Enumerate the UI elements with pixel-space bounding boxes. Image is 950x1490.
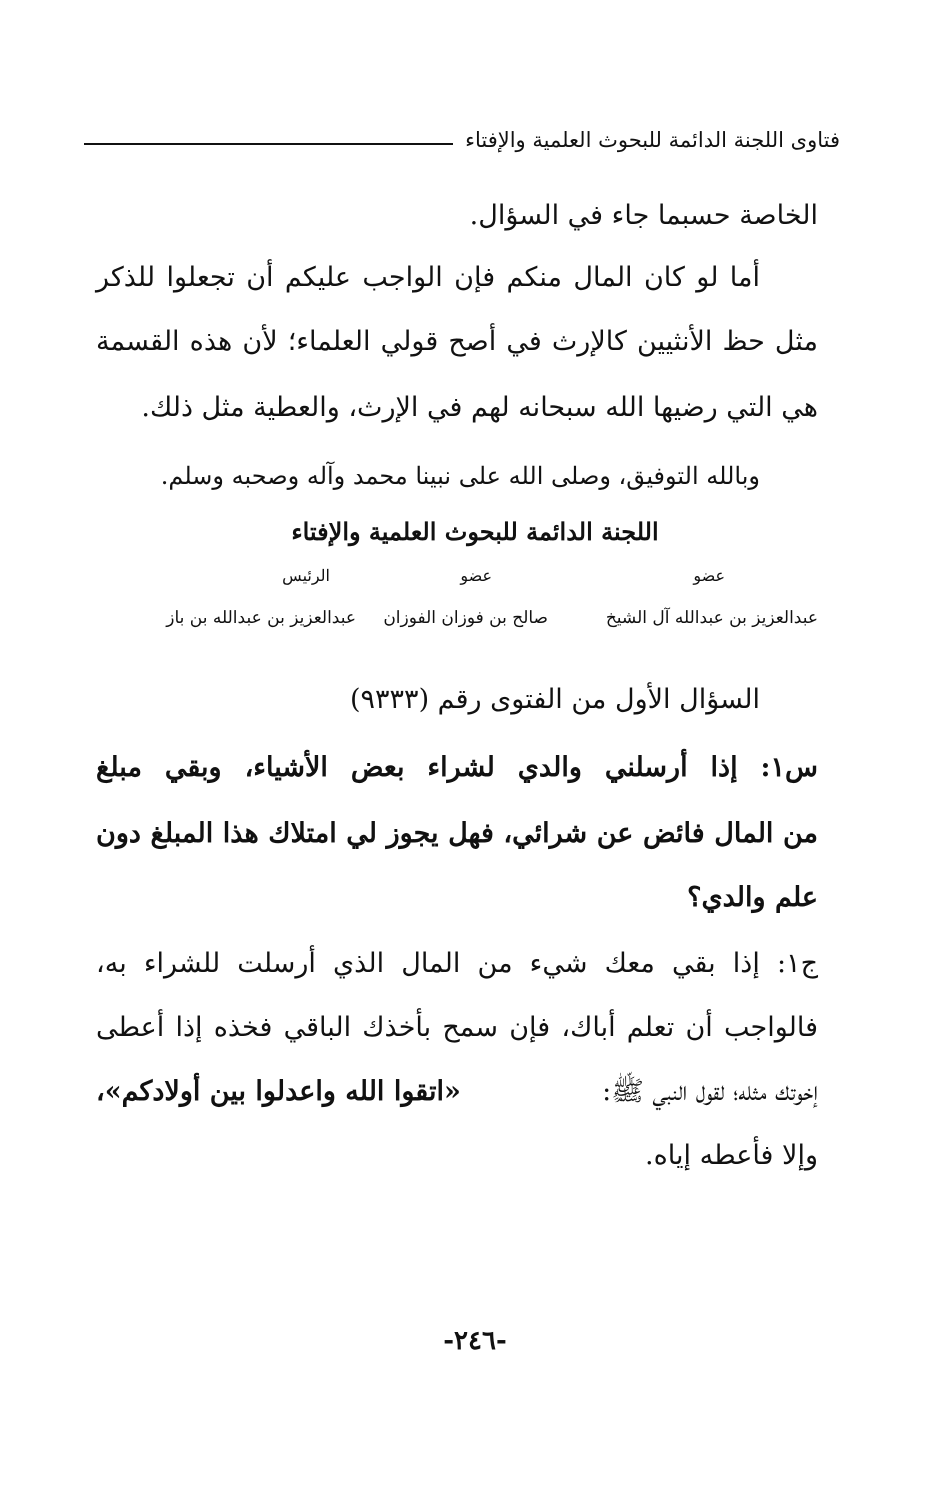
paragraph-line: الخاصة حسبما جاء في السؤال.	[469, 200, 818, 231]
committee-title: اللجنة الدائمة للبحوث العلمية والإفتاء	[291, 517, 659, 546]
answer-line: فالواجب أن تعلم أباك، فإن سمح بأخذك الباقي فخذه إذا أعطى	[96, 1012, 818, 1043]
role-label: الرئيس	[282, 566, 330, 585]
page-number: -٢٤٦-	[443, 1326, 507, 1356]
fatwa-heading: السؤال الأول من الفتوى رقم (٩٣٣٣)	[350, 684, 760, 715]
answer-line: إخوتك مثله؛ لقول النبي ﷺ:	[602, 1076, 818, 1107]
paragraph-line: مثل حظ الأنثيين كالإرث في أصح قولي العلماء؛ لأن هذه القسمة	[96, 326, 818, 357]
paragraph-line: هي التي رضيها الله سبحانه لهم في الإرث، والعطية مثل ذلك.	[141, 392, 818, 423]
committee-names	[100, 608, 818, 638]
answer-line: وإلا فأعطه إياه.	[645, 1140, 818, 1171]
member-name: عبدالعزيز بن عبدالله آل الشيخ	[605, 608, 818, 628]
role-label: عضو	[460, 566, 492, 585]
answer-line: ج١: إذا بقي معك شيء من المال الذي أرسلت للشراء به،	[96, 948, 818, 979]
paragraph-line: أما لو كان المال منكم فإن الواجب عليكم أن تجعلوا للذكر	[96, 262, 760, 293]
header-title: فتاوى اللجنة الدائمة للبحوث العلمية والإفتاء	[465, 128, 840, 152]
header-rule	[84, 143, 453, 145]
question-line: علم والدي؟	[687, 882, 818, 913]
question-line: من المال فائض عن شرائي، فهل يجوز لي امتلاك هذا المبلغ دون	[96, 818, 818, 849]
question-line: س١: إذا أرسلني والدي لشراء بعض الأشياء، وبقي مبلغ	[96, 752, 818, 783]
closing-line: وبالله التوفيق، وصلى الله على نبينا محمد وآله وصحبه وسلم.	[160, 462, 760, 490]
committee-roles	[100, 566, 810, 592]
member-name: عبدالعزيز بن عبدالله بن باز	[166, 608, 356, 628]
member-name: صالح بن فوزان الفوزان	[383, 608, 548, 628]
role-label: عضو	[693, 566, 725, 585]
hadith-quote: «اتقوا الله واعدلوا بين أولادكم»،	[96, 1076, 461, 1107]
running-header	[84, 122, 840, 158]
